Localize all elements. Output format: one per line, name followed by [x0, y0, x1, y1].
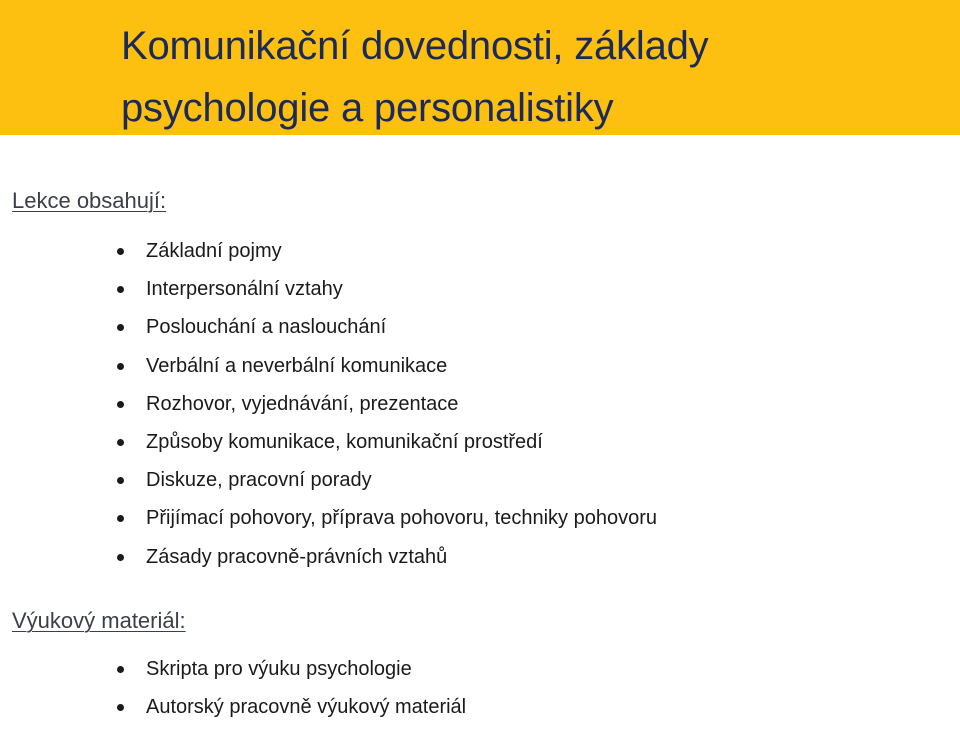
list-item-text: Způsoby komunikace, komunikační prostředí [146, 430, 543, 453]
bullet-icon [117, 477, 124, 484]
list-item-text: Verbální a neverbální komunikace [146, 354, 448, 377]
bullet-icon [117, 363, 124, 370]
list-item-text: Diskuze, pracovní porady [146, 469, 372, 492]
bullet-icon [117, 439, 124, 446]
bullet-icon [117, 515, 124, 522]
list-item-text: Základní pojmy [146, 240, 282, 262]
bullet-icon [117, 286, 124, 293]
bullet-icon [117, 324, 124, 331]
bullet-icon [117, 666, 124, 673]
list-item-text: Autorský pracovně výukový materiál [146, 696, 467, 719]
list-item-text: Rozhovor, vyjednávání, prezentace [146, 392, 459, 415]
page-title-line-1: Komunikační dovednosti, základy [121, 24, 709, 68]
list-item-text: Zásady pracovně-právních vztahů [146, 545, 448, 568]
list-item-text: Skripta pro výuku psychologie [146, 658, 412, 680]
materials-heading: Výukový materiál: [12, 608, 186, 633]
lessons-heading: Lekce obsahují: [12, 188, 167, 213]
list-item-text: Poslouchání a naslouchání [146, 316, 387, 339]
bullet-icon [117, 248, 124, 255]
bullet-icon [117, 704, 124, 711]
page-title-line-2: psychologie a personalistiky [121, 86, 614, 130]
bullet-icon [117, 554, 124, 561]
bullet-icon [117, 401, 124, 408]
title-band [0, 0, 960, 135]
list-item-text: Přijímací pohovory, příprava pohovoru, techniky pohovoru [146, 507, 658, 530]
list-item-text: Interpersonální vztahy [146, 278, 343, 301]
